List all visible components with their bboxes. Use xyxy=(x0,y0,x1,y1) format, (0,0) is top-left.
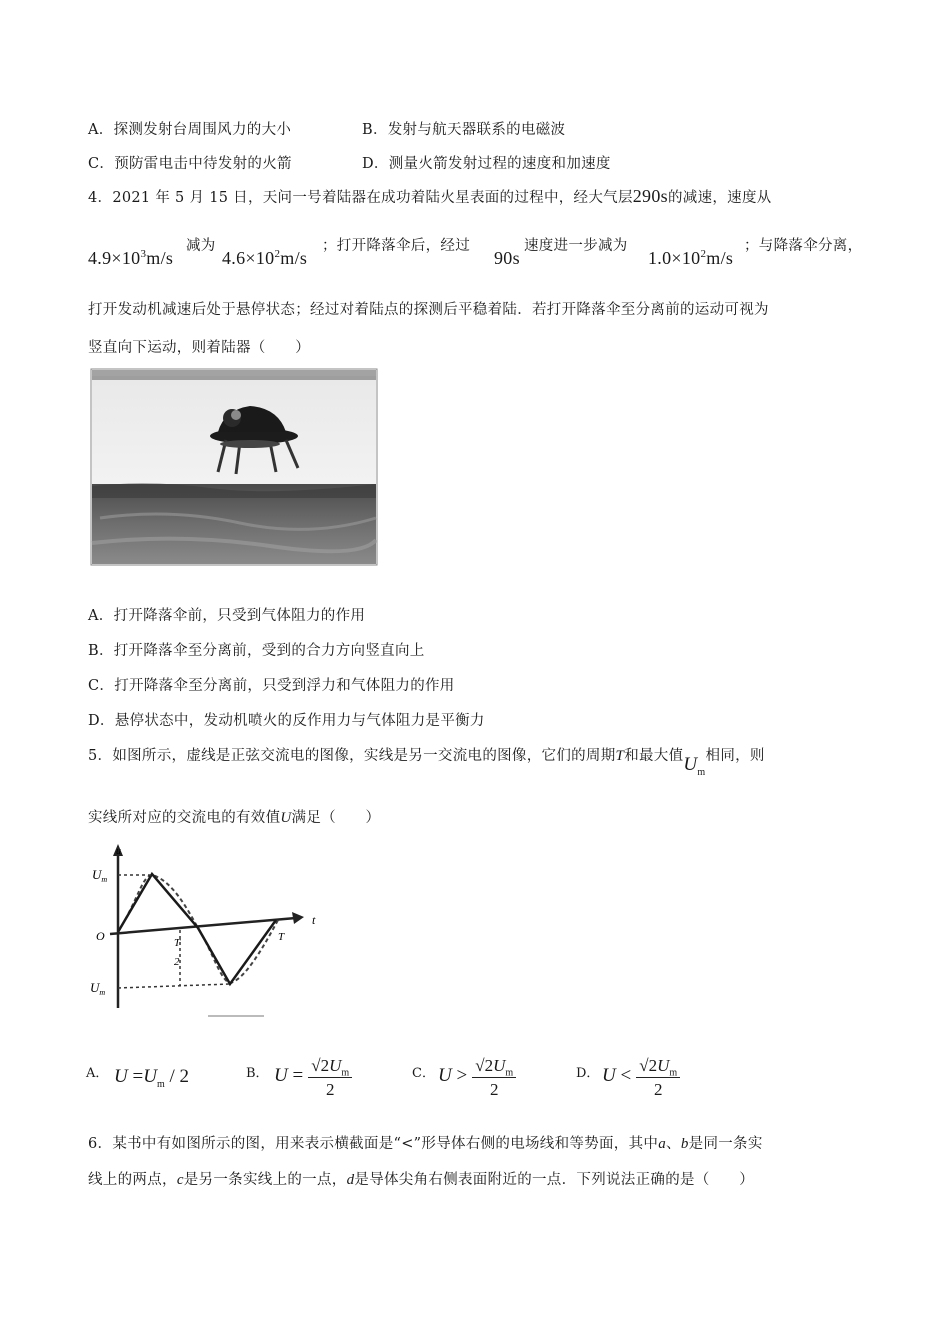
q5-and-max: 和最大值 xyxy=(624,748,684,764)
q5-period-T: T xyxy=(615,748,625,764)
q6-line1-end: 是同一条实 xyxy=(688,1136,763,1152)
q4-velocity-2: $4.6\times 10^2m/s$ xyxy=(222,248,308,268)
ac-waveform-graph xyxy=(88,840,324,1020)
label-half-T: T xyxy=(174,937,181,949)
q5-um: $U_m$ xyxy=(683,754,706,778)
q4-option-c: C．打开降落伞至分离前，只受到浮力和气体阻力的作用 xyxy=(88,678,455,694)
q6-line2-start: 线上的两点， xyxy=(88,1172,177,1188)
ac-waveform-svg xyxy=(88,840,324,1020)
q4-time-90s: 90s xyxy=(494,248,520,268)
q5-line2-suffix: 满足（ ） xyxy=(291,810,381,826)
lander-photo xyxy=(90,368,378,566)
q5-option-a-label: A． xyxy=(86,1066,109,1081)
label-origin: O xyxy=(96,929,105,943)
label-T: T xyxy=(278,931,285,943)
triangle-solid-curve xyxy=(118,874,276,984)
q4-option-a: A．打开降落伞前，只受到气体阻力的作用 xyxy=(88,608,366,624)
q5-effective-U: U xyxy=(280,810,292,826)
q5-option-d-label: D． xyxy=(576,1066,600,1081)
q4-velocity-3: $1.0\times 10^2m/s$ xyxy=(648,248,734,268)
q4-open-parachute: ；打开降落伞后，经过 xyxy=(322,238,470,254)
q6-point-c: c xyxy=(176,1172,184,1188)
q4-reduce-2: 速度进一步减为 xyxy=(524,238,628,254)
q4-velocity-1: $4.9\times 10^3m/s$ xyxy=(88,248,174,268)
q5-line2-prefix: 实线所对应的交流电的有效值 xyxy=(88,810,281,826)
label-half-2: 2 xyxy=(174,956,180,968)
q5-option-a-formula: $U =U_m / 2$ xyxy=(114,1066,189,1090)
q4-time-290s: 290s xyxy=(632,186,668,206)
q5-line1-prefix: 5．如图所示，虚线是正弦交流电的图像，实线是另一交流电的图像，它们的周期 xyxy=(88,748,616,764)
q5-option-b-label: B． xyxy=(246,1066,269,1081)
q6-separator: 、 xyxy=(666,1136,681,1152)
q5-option-b-formula: U = $\frac{√2U_m}{2}$ xyxy=(274,1056,352,1100)
q4-option-b: B．打开降落伞至分离前，受到的合力方向竖直向上 xyxy=(88,643,425,659)
lander-photo-graphic xyxy=(90,368,378,566)
q5-same: 相同，则 xyxy=(705,748,765,764)
q6-line1-text: 6．某书中有如图所示的图，用来表示横截面是“<”形导体右侧的电场线和等势面，其中 xyxy=(88,1136,659,1152)
label-neg-um: $U_m$ xyxy=(90,980,106,997)
q6-point-d: d xyxy=(346,1172,355,1188)
q4-separate: ；与降落伞分离， xyxy=(744,238,863,254)
q5-option-c-label: C． xyxy=(412,1066,435,1081)
q6-point-b: b xyxy=(680,1136,689,1152)
q3-option-d: D．测量火箭发射过程的速度和加速度 xyxy=(362,156,611,172)
q4-line-3: 打开发动机减速后处于悬停状态；经过对着陆点的探测后平稳着陆．若打开降落伞至分离前的运动可视为 xyxy=(88,302,769,318)
q5-options xyxy=(86,1056,726,1112)
q4-reduce-1: 减为 xyxy=(186,238,216,254)
q5-option-c-formula: U > $\frac{√2U_m}{2}$ xyxy=(438,1056,516,1100)
q5-line-2 xyxy=(88,806,380,827)
q5-line-1 xyxy=(88,744,878,784)
q6-line2-end: 是导体尖角右侧表面附近的一点．下列说法正确的是（ ） xyxy=(354,1172,755,1188)
label-t: t xyxy=(312,913,316,927)
neg-um-dashed-guide xyxy=(118,984,230,988)
q4-line1-suffix: 的减速，速度从 xyxy=(667,190,772,206)
q4-line-1 xyxy=(88,186,772,207)
q3-option-b: B．发射与航天器联系的电磁波 xyxy=(362,122,566,138)
q6-line-2 xyxy=(88,1168,754,1189)
q3-option-c: C．预防雷电击中待发射的火箭 xyxy=(88,156,292,172)
q6-line2-mid: 是另一条实线上的一点， xyxy=(183,1172,347,1188)
q4-line-4: 竖直向下运动，则着陆器（ ） xyxy=(88,340,310,356)
q5-option-d-formula: U < $\frac{√2U_m}{2}$ xyxy=(602,1056,680,1100)
label-um: $U_m$ xyxy=(92,867,108,884)
q6-line-1 xyxy=(88,1132,763,1153)
t-axis-arrow xyxy=(292,912,304,924)
q4-line1-prefix: 4．2021 年 5 月 15 日，天问一号着陆器在成功着陆火星表面的过程中，经大气层 xyxy=(88,190,633,206)
q4-option-d: D．悬停状态中，发动机喷火的反作用力与气体阻力是平衡力 xyxy=(88,713,485,729)
q3-option-a: A．探测发射台周围风力的大小 xyxy=(88,122,292,138)
q6-point-a: a xyxy=(658,1136,667,1152)
axis-u-label: u xyxy=(116,846,121,857)
